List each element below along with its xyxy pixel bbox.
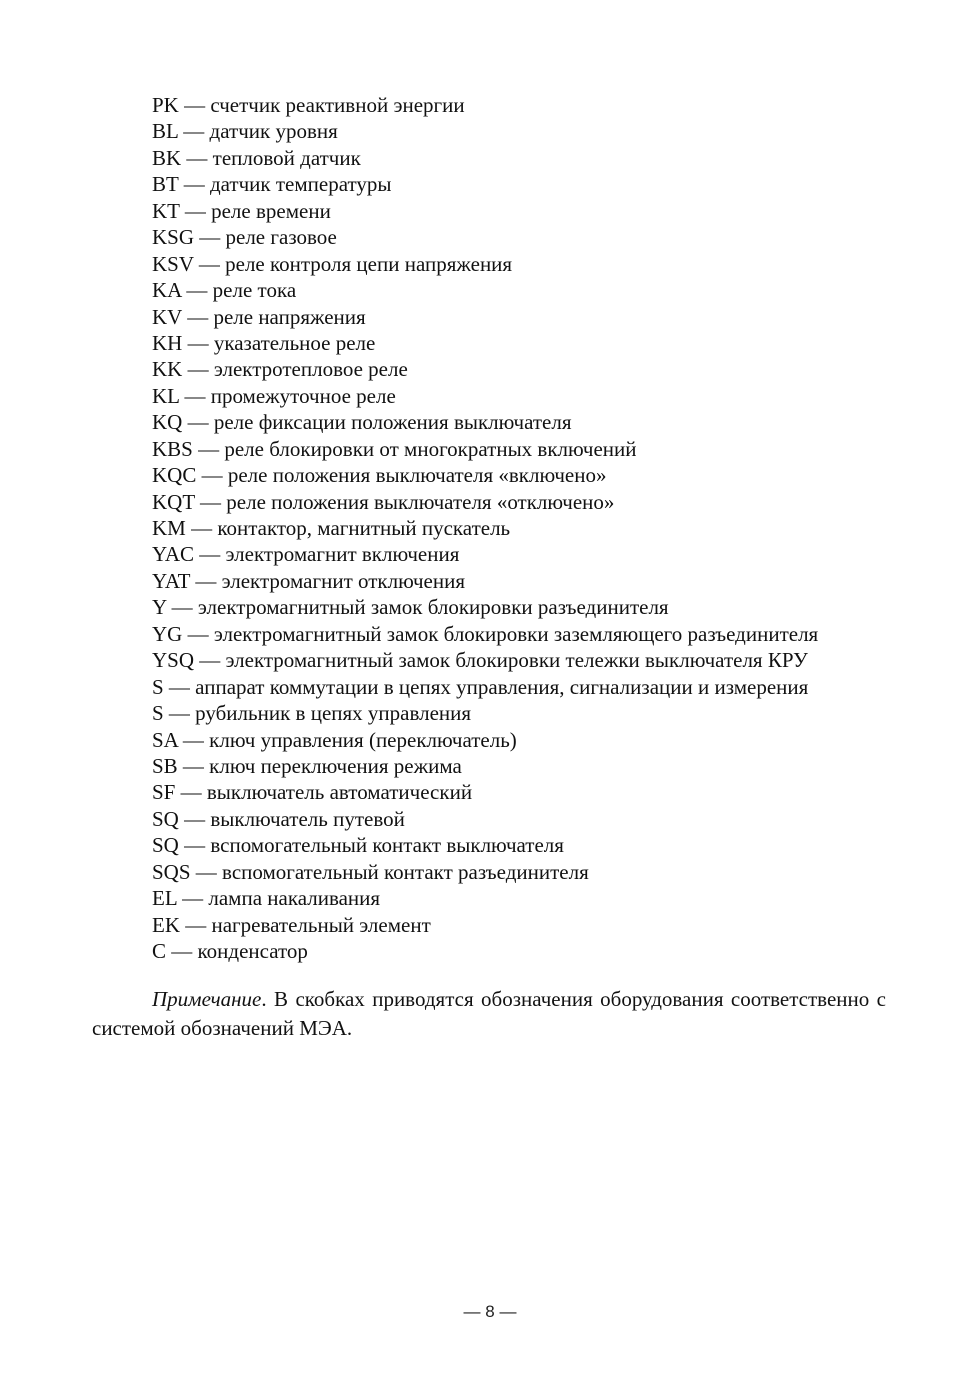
list-item: EL — лампа накаливания <box>152 886 381 911</box>
list-item: KM — контактор, магнитный пускатель <box>152 516 511 540</box>
list-item: KQ — реле фиксации положения выключателя <box>152 410 572 435</box>
list-item: KT — реле времени <box>152 198 331 223</box>
list-item: Y — электромагнитный замок блокировки разъединителя <box>152 595 669 620</box>
note-label: Примечание <box>152 987 262 1011</box>
list-item: YAC — электромагнит включения <box>152 542 460 567</box>
list-item: KQC — реле положения выключателя «включено» <box>152 463 607 488</box>
page-number: — 8 — <box>463 1302 517 1321</box>
list-item: SQS — вспомогательный контакт разъединителя <box>152 859 589 884</box>
list-item: KSG — реле газовое <box>152 225 337 250</box>
list-item: BK — тепловой датчик <box>152 145 361 170</box>
list-item: C — конденсатор <box>152 939 308 963</box>
list-item: KK — электротепловое реле <box>152 357 408 382</box>
list-item: SQ — выключатель путевой <box>152 806 405 831</box>
list-item: S — рубильник в цепях управления <box>152 701 472 726</box>
note-paragraph <box>92 985 886 1043</box>
list-item: SQ — вспомогательный контакт выключателя <box>152 833 564 858</box>
list-item: KL — промежуточное реле <box>152 383 396 408</box>
list-item: S — аппарат коммутации в цепях управления, сигнализации и измерения <box>152 674 809 699</box>
list-item: BT — датчик температуры <box>152 172 392 197</box>
abbreviation-list <box>152 92 912 964</box>
list-item: KA — реле тока <box>152 278 297 303</box>
list-item: KQT — реле положения выключателя «отключено» <box>152 489 615 514</box>
list-item: KSV — реле контроля цепи напряжения <box>152 251 513 276</box>
list-item: PK — счетчик реактивной энергии <box>152 93 465 117</box>
list-item: KH — указательное реле <box>152 330 376 355</box>
list-item: SF — выключатель автоматический <box>152 780 473 805</box>
note-text: . В скобках приводятся обозначения оборудования соответственно с системой обозначений МЭА. <box>92 987 886 1040</box>
list-item: YSQ — электромагнитный замок блокировки тележки выключателя КРУ <box>152 648 808 673</box>
list-item: KBS — реле блокировки от многократных включений <box>152 436 637 461</box>
list-item: BL — датчик уровня <box>152 119 338 144</box>
list-item: SA — ключ управления (переключатель) <box>152 727 517 752</box>
list-item: SB — ключ переключения режима <box>152 753 462 778</box>
list-item: KV — реле напряжения <box>152 304 366 329</box>
list-item: EK — нагревательный элемент <box>152 912 431 937</box>
list-item: YG — электромагнитный замок блокировки заземляющего разъединителя <box>152 621 819 646</box>
list-item: YAT — электромагнит отключения <box>152 568 465 593</box>
